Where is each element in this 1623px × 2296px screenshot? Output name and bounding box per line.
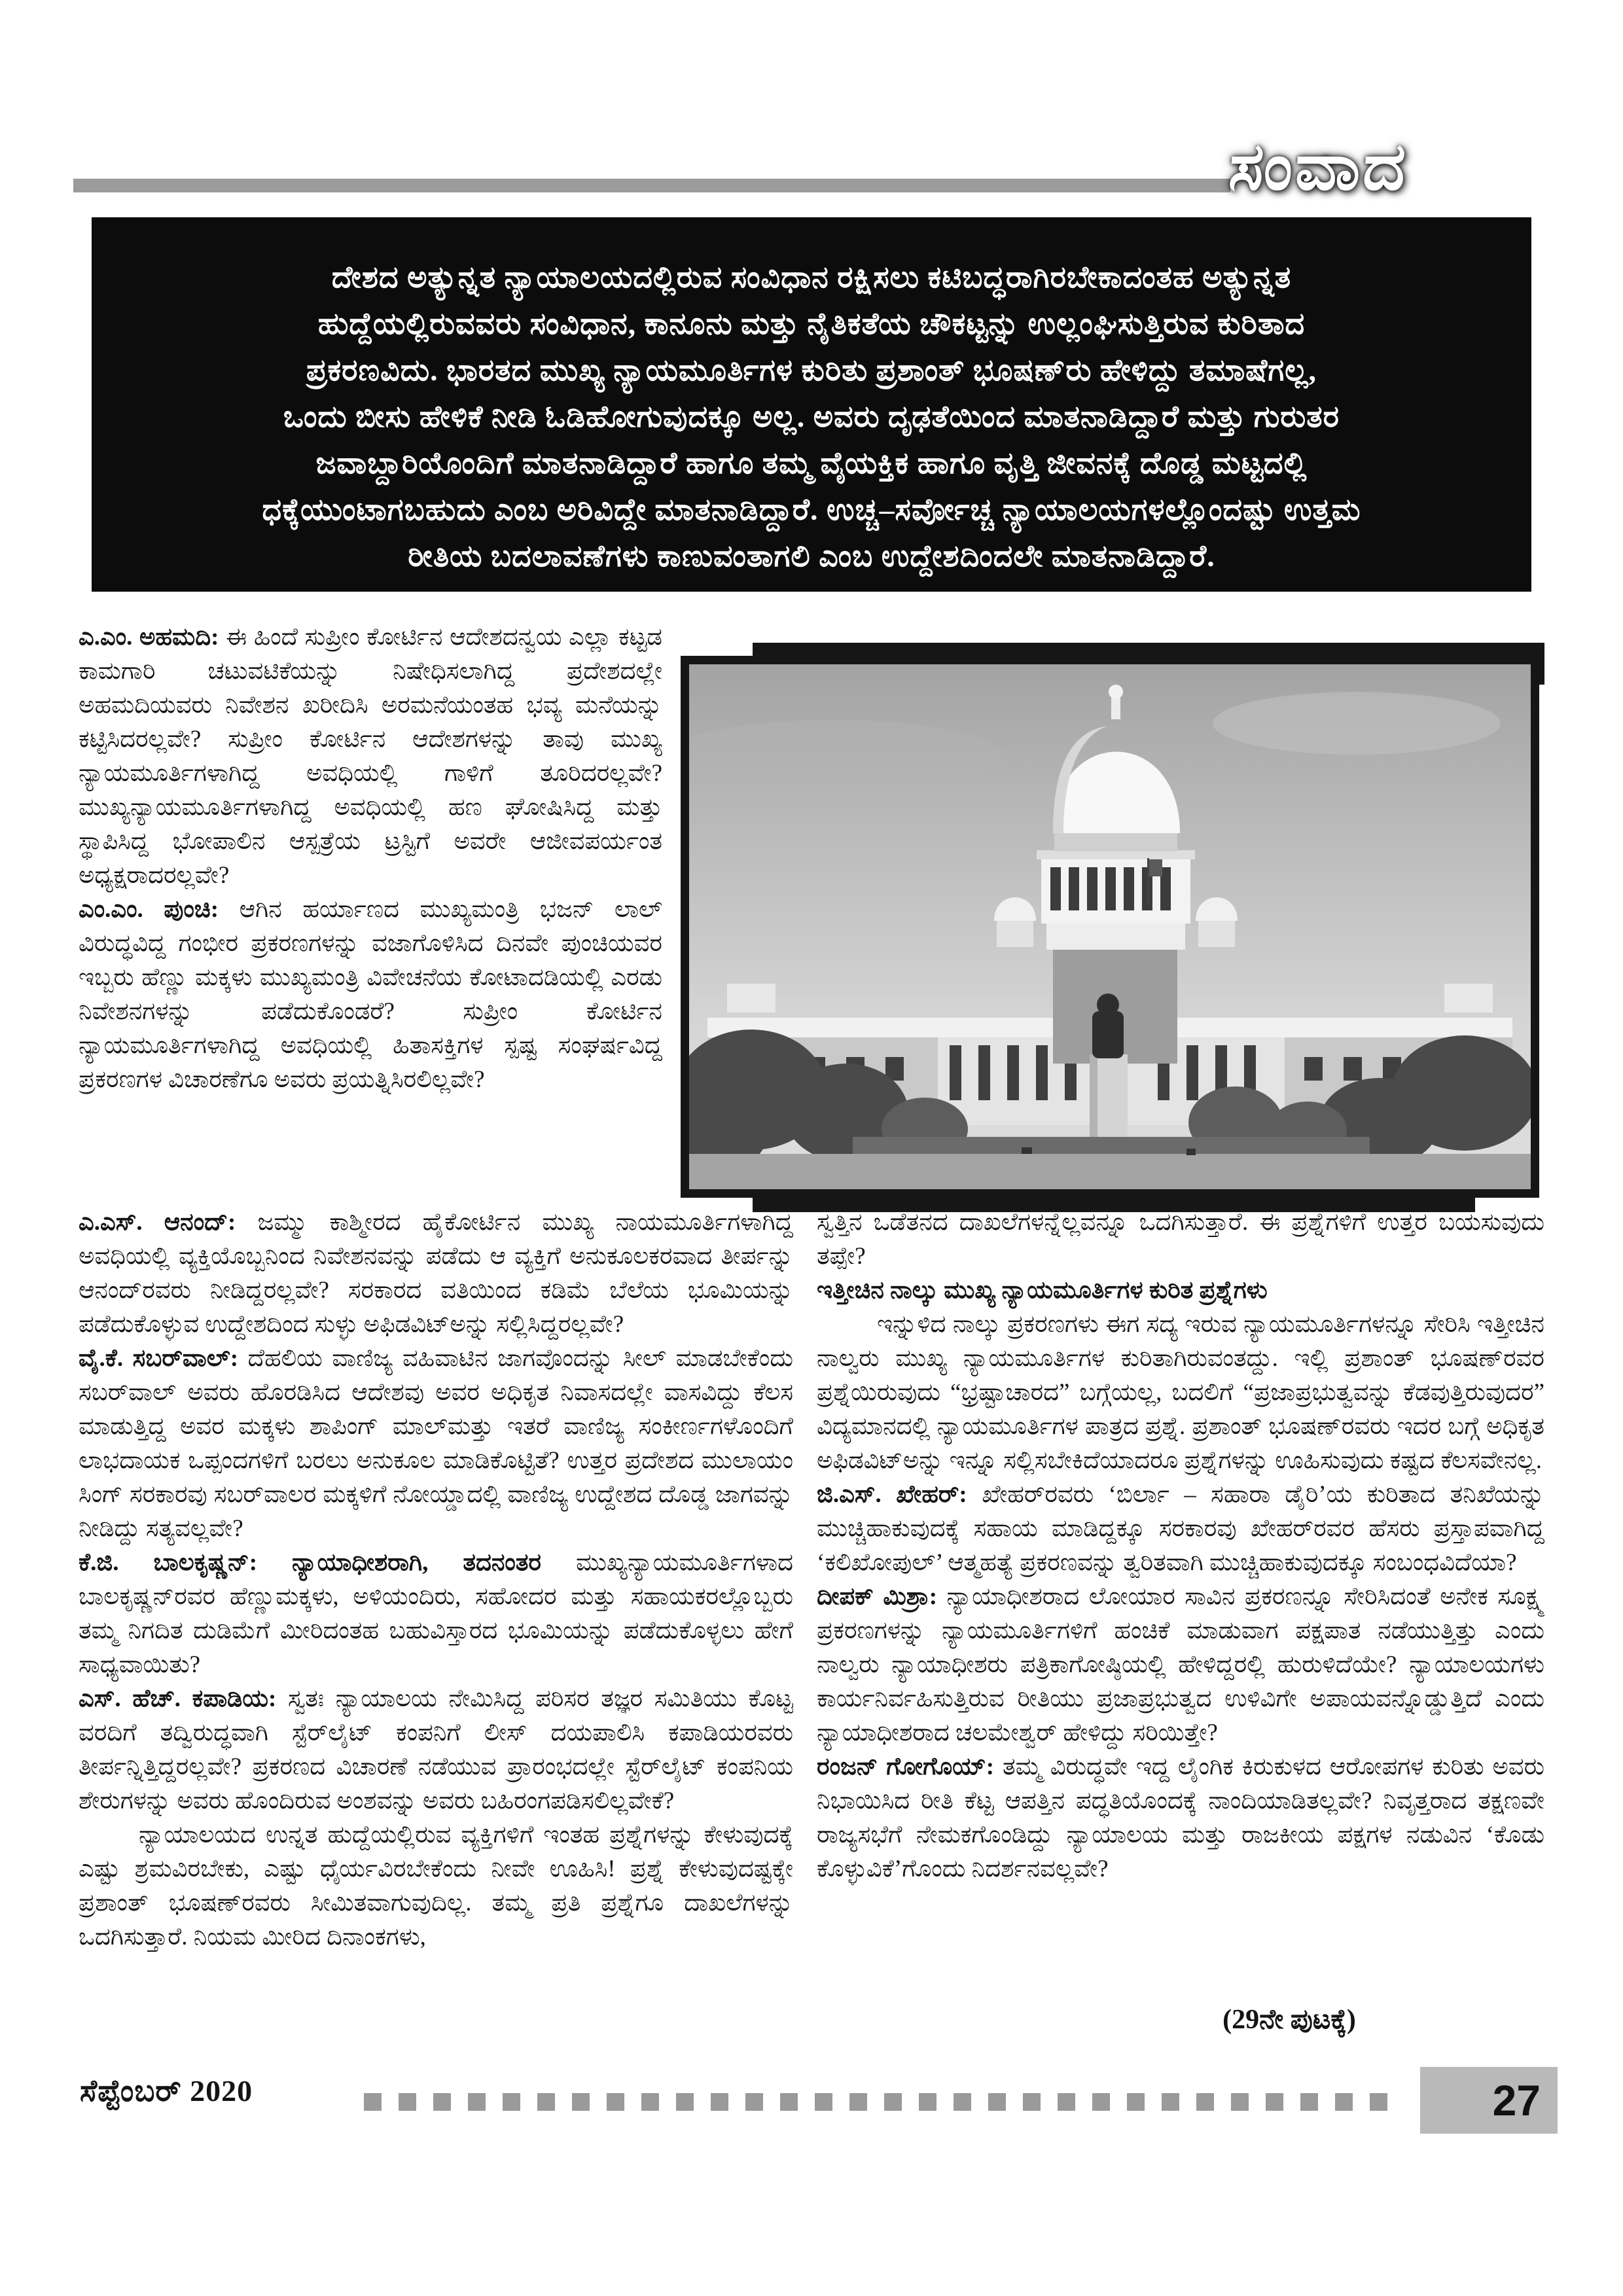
speaker-name: ಎಸ್. ಹೆಚ್. ಕಪಾಡಿಯ: [79,1685,277,1712]
paragraph-sabharwal [79,1342,793,1546]
intro-line: ದೇಶದ ಅತ್ಯುನ್ನತ ನ್ಯಾಯಾಲಯದಲ್ಲಿರುವ ಸಂವಿಧಾನ ರಕ್ಷಿಸಲು ಕಟಿಬದ್ಧರಾಗಿರಬೇಕಾದಂತಹ ಅತ್ಯುನ್ನತ [331,260,1292,294]
paragraph-ahmadi [79,620,662,893]
paragraph-balakrishnan [79,1546,793,1682]
paragraph-gogoi [817,1750,1544,1886]
paragraph-text: ದೆಹಲಿಯ ವಾಣಿಜ್ಯ ವಹಿವಾಟಿನ ಜಾಗವೊಂದನ್ನು ಸೀಲ್ ಮಾಡಬೇಕೆಂದು ಸಬರ್‌ವಾಲ್ ಅವರು ಹೊರಡಿಸಿದ ಆದೇಶವು ಅವರ ಅಧಿಕೃತ ನಿವಾಸದಲ್ಲೇ ವಾಸವಿದ್ದು ಕೆಲಸ ಮಾಡುತ್ತಿದ್ದ ಅವರ ಮಕ್ಕಳು ಶಾಪಿಂಗ್ ಮಾಲ್‌ಮತ್ತು ಇತರೆ ವಾಣಿಜ್ಯ ಸಂಕೀರ್ಣಗಳೊಂದಿಗೆ ಲಾಭದಾಯಕ ಒಪ್ಪಂದಗಳಿಗೆ ಬರಲು ಅನುಕೂಲ ಮಾಡಿಕೊಟ್ಟಿತೆ? ಉತ್ತರ ಪ್ರದೇಶದ ಮುಲಾಯಂ ಸಿಂಗ್ ಸರಕಾರವು ಸಬರ್‌ವಾಲರ ಮಕ್ಕಳಿಗೆ ನೋಯ್ಡಾದಲ್ಲಿ ವಾಣಿಜ್ಯ ಉದ್ದೇಶದ ದೊಡ್ಡ ಜಾಗವನ್ನು ನೀಡಿದ್ದು ಸತ್ಯವಲ್ಲವೇ? [79,1345,793,1542]
speaker-name: ಎ.ಎಸ್. ಆನಂದ್: [79,1209,236,1236]
paragraph-anand [79,1206,793,1342]
paragraph-misra [817,1580,1544,1750]
paragraph-text: ನ್ಯಾಯಾಲಯದ ಉನ್ನತ ಹುದ್ದೆಯಲ್ಲಿರುವ ವ್ಯಕ್ತಿಗಳಿಗೆ ಇಂತಹ ಪ್ರಶ್ನೆಗಳನ್ನು ಕೇಳುವುದಕ್ಕೆ ಎಷ್ಟು ಶ್ರಮವಿರಬೇಕು, ಎಷ್ಟು ಧೈರ್ಯವಿರಬೇಕೆಂದು ನೀವೇ ಊಹಿಸಿ! ಪ್ರಶ್ನೆ ಕೇಳುವುದಷ್ಟಕ್ಕೇ ಪ್ರಶಾಂತ್ ಭೂಷಣ್‌ರವರು ಸೀಮಿತವಾಗುವುದಿಲ್ಲ. ತಮ್ಮ ಪ್ರತಿ ಪ್ರಶ್ನೆಗೂ ದಾಖಲೆಗಳನ್ನು ಒದಗಿಸುತ್ತಾರೆ. ನಿಯಮ ಮೀರಿದ ದಿನಾಂಕಗಳು, [79,1821,793,1950]
paragraph-text: ಖೇಹರ್‌ರವರು ‘ಬಿರ್ಲಾ – ಸಹಾರಾ ಡೈರಿ’ಯ ಕುರಿತಾದ ತನಿಖೆಯನ್ನು ಮುಚ್ಚಿಹಾಕುವುದಕ್ಕೆ ಸಹಾಯ ಮಾಡಿದ್ದಕ್ಕೂ ಸರಕಾರವು ಖೇಹರ್‌ರವರ ಹೆಸರು ಪ್ರಸ್ತಾಪವಾಗಿದ್ದ ‘ಕಲಿಖೋಪುಲ್’ ಆತ್ಮಹತ್ಯೆ ಪ್ರಕರಣವನ್ನು ತ್ವರಿತವಾಗಿ ಮುಚ್ಚಿಹಾಕುವುದಕ್ಕೂ ಸಂಬಂಧವಿದೆಯಾ? [817,1481,1544,1576]
intro-line: ಒಂದು ಬೀಸು ಹೇಳಿಕೆ ನೀಡಿ ಓಡಿಹೋಗುವುದಕ್ಕೂ ಅಲ್ಲ. ಅವರು ದೃಢತೆಯಿಂದ ಮಾತನಾಡಿದ್ದಾರೆ ಮತ್ತು ಗುರುತರ [283,400,1340,433]
page-number: 27 [1420,2067,1558,2134]
supreme-court-photo [681,656,1539,1198]
masthead-rule [73,179,1230,192]
speaker-name: ಎಂ.ಎಂ. ಪುಂಚಿ: [79,896,219,923]
article-right-column [817,1206,1544,1994]
article-left-column [79,1206,793,2070]
intro-highlight-box [92,217,1531,592]
paragraph-lead [817,1308,1544,1478]
intro-line: ಹುದ್ದೆಯಲ್ಲಿರುವವರು ಸಂವಿಧಾನ, ಕಾನೂನು ಮತ್ತು ನೈತಿಕತೆಯ ಚೌಕಟ್ಟನ್ನು ಉಲ್ಲಂಘಿಸುತ್ತಿರುವ ಕುರಿತಾದ [317,307,1306,340]
intro-line: ಜವಾಬ್ದಾರಿಯೊಂದಿಗೆ ಮಾತನಾಡಿದ್ದಾರೆ ಹಾಗೂ ತಮ್ಮ ವೈಯಕ್ತಿಕ ಹಾಗೂ ವೃತ್ತಿ ಜೀವನಕ್ಕೆ ದೊಡ್ಡ ಮಟ್ಟದಲ್ಲಿ [315,446,1308,480]
paragraph-text: ಆಗಿನ ಹರ್ಯಾಣದ ಮುಖ್ಯಮಂತ್ರಿ ಭಜನ್ ಲಾಲ್ ವಿರುದ್ಧವಿದ್ದ ಗಂಭೀರ ಪ್ರಕರಣಗಳನ್ನು ವಜಾಗೊಳಿಸಿದ ದಿನವೇ ಪುಂಚಿಯವರ ಇಬ್ಬರು ಹೆಣ್ಣು ಮಕ್ಕಳು ಮುಖ್ಯಮಂತ್ರಿ ವಿವೇಚನೆಯ ಕೋಟಾದಡಿಯಲ್ಲಿ ಎರಡು ನಿವೇಶನಗಳನ್ನು ಪಡೆದುಕೊಂಡರೆ? ಸುಪ್ರೀಂ ಕೋರ್ಟಿನ ನ್ಯಾಯಮೂರ್ತಿಗಳಾಗಿದ್ದ ಅವಧಿಯಲ್ಲಿ ಹಿತಾಸಕ್ತಿಗಳ ಸ್ಪಷ್ಟ ಸಂಘರ್ಷವಿದ್ದ ಪ್ರಕರಣಗಳ ವಿಚಾರಣೆಗೂ ಅವರು ಪ್ರಯತ್ನಿಸಿರಲಿಲ್ಲವೇ? [79,896,662,1093]
paragraph-text: ತಮ್ಮ ವಿರುದ್ಧವೇ ಇದ್ದ ಲೈಂಗಿಕ ಕಿರುಕುಳದ ಆರೋಪಗಳ ಕುರಿತು ಅವರು ನಿಭಾಯಿಸಿದ ರೀತಿ ಕೆಟ್ಟ ಆಪತ್ತಿನ ಪದ್ಧತಿಯೊಂದಕ್ಕೆ ನಾಂದಿಯಾಡಿತಲ್ಲವೇ? ನಿವೃತ್ತರಾದ ತಕ್ಷಣವೇ ರಾಜ್ಯಸಭೆಗೆ ನೇಮಕಗೊಂಡಿದ್ದು ನ್ಯಾಯಾಲಯ ಮತ್ತು ರಾಜಕೀಯ ಪಕ್ಷಗಳ ನಡುವಿನ ‘ಕೊಡು ಕೊಳ್ಳುವಿಕೆ’ಗೊಂದು ನಿದರ್ಶನವಲ್ಲವೇ? [817,1753,1544,1882]
intro-line: ಧಕ್ಕೆಯುಂಟಾಗಬಹುದು ಎಂಬ ಅರಿವಿದ್ದೇ ಮಾತನಾಡಿದ್ದಾರೆ. ಉಚ್ಚ–ಸರ್ವೋಚ್ಚ ನ್ಯಾಯಾಲಯಗಳಲ್ಲೊಂದಷ್ಟು ಉತ್ತಮ [262,493,1361,526]
paragraph-text: ಸ್ವತಃ ನ್ಯಾಯಾಲಯ ನೇಮಿಸಿದ್ದ ಪರಿಸರ ತಜ್ಞರ ಸಮಿತಿಯು ಕೊಟ್ಟ ವರದಿಗೆ ತದ್ವಿರುದ್ಧವಾಗಿ ಸ್ಟೆರ್‌ಲೈಟ್ ಕಂಪನಿಗೆ ಲೀಸ್ ದಯಪಾಲಿಸಿ ಕಪಾಡಿಯರವರು ತೀರ್ಪನ್ನಿತ್ತಿದ್ದರಲ್ಲವೇ? ಪ್ರಕರಣದ ವಿಚಾರಣೆ ನಡೆಯುವ ಪ್ರಾರಂಭದಲ್ಲೇ ಸ್ಟೆರ್‌ಲೈಟ್ ಕಂಪನಿಯ ಶೇರುಗಳನ್ನು ಅವರು ಹೊಂದಿರುವ ಅಂಶವನ್ನು ಅವರು ಬಹಿರಂಗಪಡಿಸಲಿಲ್ಲವೇಕೆ? [79,1685,793,1814]
speaker-name: ದೀಪಕ್ ಮಿಶ್ರಾ: [817,1583,938,1610]
footer-dotted-rule [364,2093,1403,2111]
continued-on-page-note: (29ನೇ ಪುಟಕ್ಕೆ) [1222,2005,1356,2035]
paragraph-khehar [817,1478,1544,1580]
paragraph-text: ಈ ಹಿಂದೆ ಸುಪ್ರೀಂ ಕೋರ್ಟಿನ ಆದೇಶದನ್ವಯ ಎಲ್ಲಾ ಕಟ್ಟಡ ಕಾಮಗಾರಿ ಚಟುವಟಿಕೆಯನ್ನು ನಿಷೇಧಿಸಲಾಗಿದ್ದ ಪ್ರದೇಶದಲ್ಲೇ ಅಹಮದಿಯವರು ನಿವೇಶನ ಖರೀದಿಸಿ ಅರಮನೆಯಂತಹ ಭವ್ಯ ಮನೆಯನ್ನು ಕಟ್ಟಿಸಿದರಲ್ಲವೇ? ಸುಪ್ರೀಂ ಕೋರ್ಟಿನ ಆದೇಶಗಳನ್ನು ತಾವು ಮುಖ್ಯ ನ್ಯಾಯಮೂರ್ತಿಗಳಾಗಿದ್ದ ಅವಧಿಯಲ್ಲಿ ಗಾಳಿಗೆ ತೂರಿದರಲ್ಲವೇ? ಮುಖ್ಯನ್ಯಾಯಮೂರ್ತಿಗಳಾಗಿದ್ದ ಅವಧಿಯಲ್ಲಿ ಹಣ ಘೋಷಿಸಿದ್ದ ಮತ್ತು ಸ್ಥಾಪಿಸಿದ್ದ ಭೋಪಾಲಿನ ಆಸ್ಪತ್ರೆಯ ಟ್ರಸ್ಟಿಗೆ ಅವರೇ ಆಜೀವಪರ್ಯಂತ ಅಧ್ಯಕ್ಷರಾದರಲ್ಲವೇ? [79,624,662,889]
paragraph-punchhi [79,893,662,1097]
paragraph-text: ಜಮ್ಮು ಕಾಶ್ಮೀರದ ಹೈಕೋರ್ಟಿನ ಮುಖ್ಯ ನಾಯಮೂರ್ತಿಗಳಾಗಿದ್ದ ಅವಧಿಯಲ್ಲಿ ವ್ಯಕ್ತಿಯೊಬ್ಬನಿಂದ ನಿವೇಶನವನ್ನು ಪಡೆದು ಆ ವ್ಯಕ್ತಿಗೆ ಅನುಕೂಲಕರವಾದ ತೀರ್ಪನ್ನು ಆನಂದ್‌ರವರು ನೀಡಿದ್ದರಲ್ಲವೇ? ಸರಕಾರದ ವತಿಯಿಂದ ಕಡಿಮೆ ಬೆಲೆಯ ಭೂಮಿಯನ್ನು ಪಡೆದುಕೊಳ್ಳುವ ಉದ್ದೇಶದಿಂದ ಸುಳ್ಳು ಅಫಿಡವಿಟ್‌ಅನ್ನು ಸಲ್ಲಿಸಿದ್ದರಲ್ಲವೇ? [79,1209,793,1338]
paragraph-text: ನ್ಯಾಯಾಧೀಶರಾದ ಲೋಯಾರ ಸಾವಿನ ಪ್ರಕರಣನ್ನೂ ಸೇರಿಸಿದಂತೆ ಅನೇಕ ಸೂಕ್ಷ್ಮ ಪ್ರಕರಣಗಳನ್ನು ನ್ಯಾಯಮೂರ್ತಿಗಳಿಗೆ ಹಂಚಿಕೆ ಮಾಡುವಾಗ ಪಕ್ಷಪಾತ ನಡೆಯುತ್ತಿತ್ತು ಎಂದು ನಾಲ್ವರು ನ್ಯಾಯಾಧೀಶರು ಪತ್ರಿಕಾಗೋಷ್ಠಿಯಲ್ಲಿ ಹೇಳಿದ್ದರಲ್ಲಿ ಹುರುಳಿದೆಯೇ? ನ್ಯಾಯಾಲಯಗಳು ಕಾರ್ಯನಿರ್ವಹಿಸುತ್ತಿರುವ ರೀತಿಯು ಪ್ರಜಾಪ್ರಭುತ್ವದ ಉಳಿವಿಗೇ ಅಪಾಯವನ್ನೊಡ್ಡುತ್ತಿದೆ ಎಂದು ನ್ಯಾಯಾಧೀಶರಾದ ಚಲಮೇಶ್ವರ್ ಹೇಳಿದ್ದು ಸರಿಯಿತ್ತೇ? [817,1583,1544,1746]
speaker-name: ವೈ.ಕೆ. ಸಬರ್‌ವಾಲ್: [79,1345,239,1372]
speaker-name: ಕೆ.ಜಿ. ಬಾಲಕೃಷ್ಣನ್: ನ್ಯಾಯಾಧೀಶರಾಗಿ, ತದನಂತರ [79,1549,541,1576]
magazine-title: ಸಂವಾದ [1227,131,1410,204]
speaker-name: ಜಿ.ಎಸ್. ಖೇಹರ್: [817,1481,967,1508]
intro-line: ರೀತಿಯ ಬದಲಾವಣೆಗಳು ಕಾಣುವಂತಾಗಲಿ ಎಂಬ ಉದ್ದೇಶದಿಂದಲೇ ಮಾತನಾಡಿದ್ದಾರೆ. [408,539,1215,573]
speaker-name: ರಂಜನ್ ಗೋಗೊಯ್: [817,1753,995,1780]
paragraph-text: ಮುಖ್ಯನ್ಯಾಯಮೂರ್ತಿಗಳಾದ ಬಾಲಕೃಷ್ಣನ್‌ರವರ ಹೆಣ್ಣುಮಕ್ಕಳು, ಅಳಿಯಂದಿರು, ಸಹೋದರ ಮತ್ತು ಸಹಾಯಕರಲ್ಲೊಬ್ಬರು ತಮ್ಮ ನಿಗದಿತ ದುಡಿಮೆಗೆ ಮೀರಿದಂತಹ ಬಹುವಿಸ್ತಾರದ ಭೂಮಿಯನ್ನು ಪಡೆದುಕೊಳ್ಳಲು ಹೇಗೆ ಸಾಧ್ಯವಾಯಿತು? [79,1549,793,1678]
intro-line: ಪ್ರಕರಣವಿದು. ಭಾರತದ ಮುಖ್ಯ ನ್ಯಾಯಮೂರ್ತಿಗಳ ಕುರಿತು ಪ್ರಶಾಂತ್ ಭೂಷಣ್‌ರು ಹೇಳಿದ್ದು ತಮಾಷೆಗಲ್ಲ, [306,353,1317,387]
supreme-court-illustration [689,664,1531,1189]
paragraph-kapadia [79,1682,793,1818]
article-column-beside-photo [79,620,662,1200]
paragraph-continuation [817,1206,1544,1274]
section-subheading: ಇತ್ತೀಚಿನ ನಾಲ್ಕು ಮುಖ್ಯ ನ್ಯಾಯಮೂರ್ತಿಗಳ ಕುರಿತ ಪ್ರಶ್ನೆಗಳು [817,1277,1268,1304]
speaker-name: ಎ.ಎಂ. ಅಹಮದಿ: [79,624,219,651]
paragraph-closing [79,1818,793,1954]
paragraph-text: ಇನ್ನುಳಿದ ನಾಲ್ಕು ಪ್ರಕರಣಗಳು ಈಗ ಸದ್ಯ ಇರುವ ನ್ಯಾಯಮೂರ್ತಿಗಳನ್ನೂ ಸೇರಿಸಿ ಇತ್ತೀಚಿನ ನಾಲ್ವರು ಮುಖ್ಯ ನ್ಯಾಯಮೂರ್ತಿಗಳ ಕುರಿತಾಗಿರುವಂತದ್ದು. ಇಲ್ಲಿ ಪ್ರಶಾಂತ್ ಭೂಷಣ್‌ರವರ ಪ್ರಶ್ನೆಯಿರುವುದು “ಭ್ರಷ್ಟಾಚಾರದ” ಬಗ್ಗೆಯಲ್ಲ, ಬದಲಿಗೆ “ಪ್ರಜಾಪ್ರಭುತ್ವವನ್ನು ಕೆಡವುತ್ತಿರುವುದರ” ವಿದ್ಯಮಾನದಲ್ಲಿ ನ್ಯಾಯಮೂರ್ತಿಗಳ ಪಾತ್ರದ ಪ್ರಶ್ನೆ. ಪ್ರಶಾಂತ್ ಭೂಷಣ್‌ರವರು ಇದರ ಬಗ್ಗೆ ಅಧಿಕೃತ ಅಫಿಡವಿಟ್‌ಅನ್ನು ಇನ್ನೂ ಸಲ್ಲಿಸಬೇಕಿದೆಯಾದರೂ ಪ್ರಶ್ನೆಗಳನ್ನು ಊಹಿಸುವುದು ಕಷ್ಟದ ಕೆಲಸವೇನಲ್ಲ. [817,1311,1544,1474]
paragraph-text: ಸ್ವತ್ತಿನ ಒಡೆತನದ ದಾಖಲೆಗಳನ್ನೆಲ್ಲವನ್ನೂ ಒದಗಿಸುತ್ತಾರೆ. ಈ ಪ್ರಶ್ನೆಗಳಿಗೆ ಉತ್ತರ ಬಯಸುವುದು ತಪ್ಪೇ? [817,1209,1544,1270]
footer-issue-date: ಸೆಪ್ಟೆಂಬರ್ 2020 [80,2074,253,2108]
